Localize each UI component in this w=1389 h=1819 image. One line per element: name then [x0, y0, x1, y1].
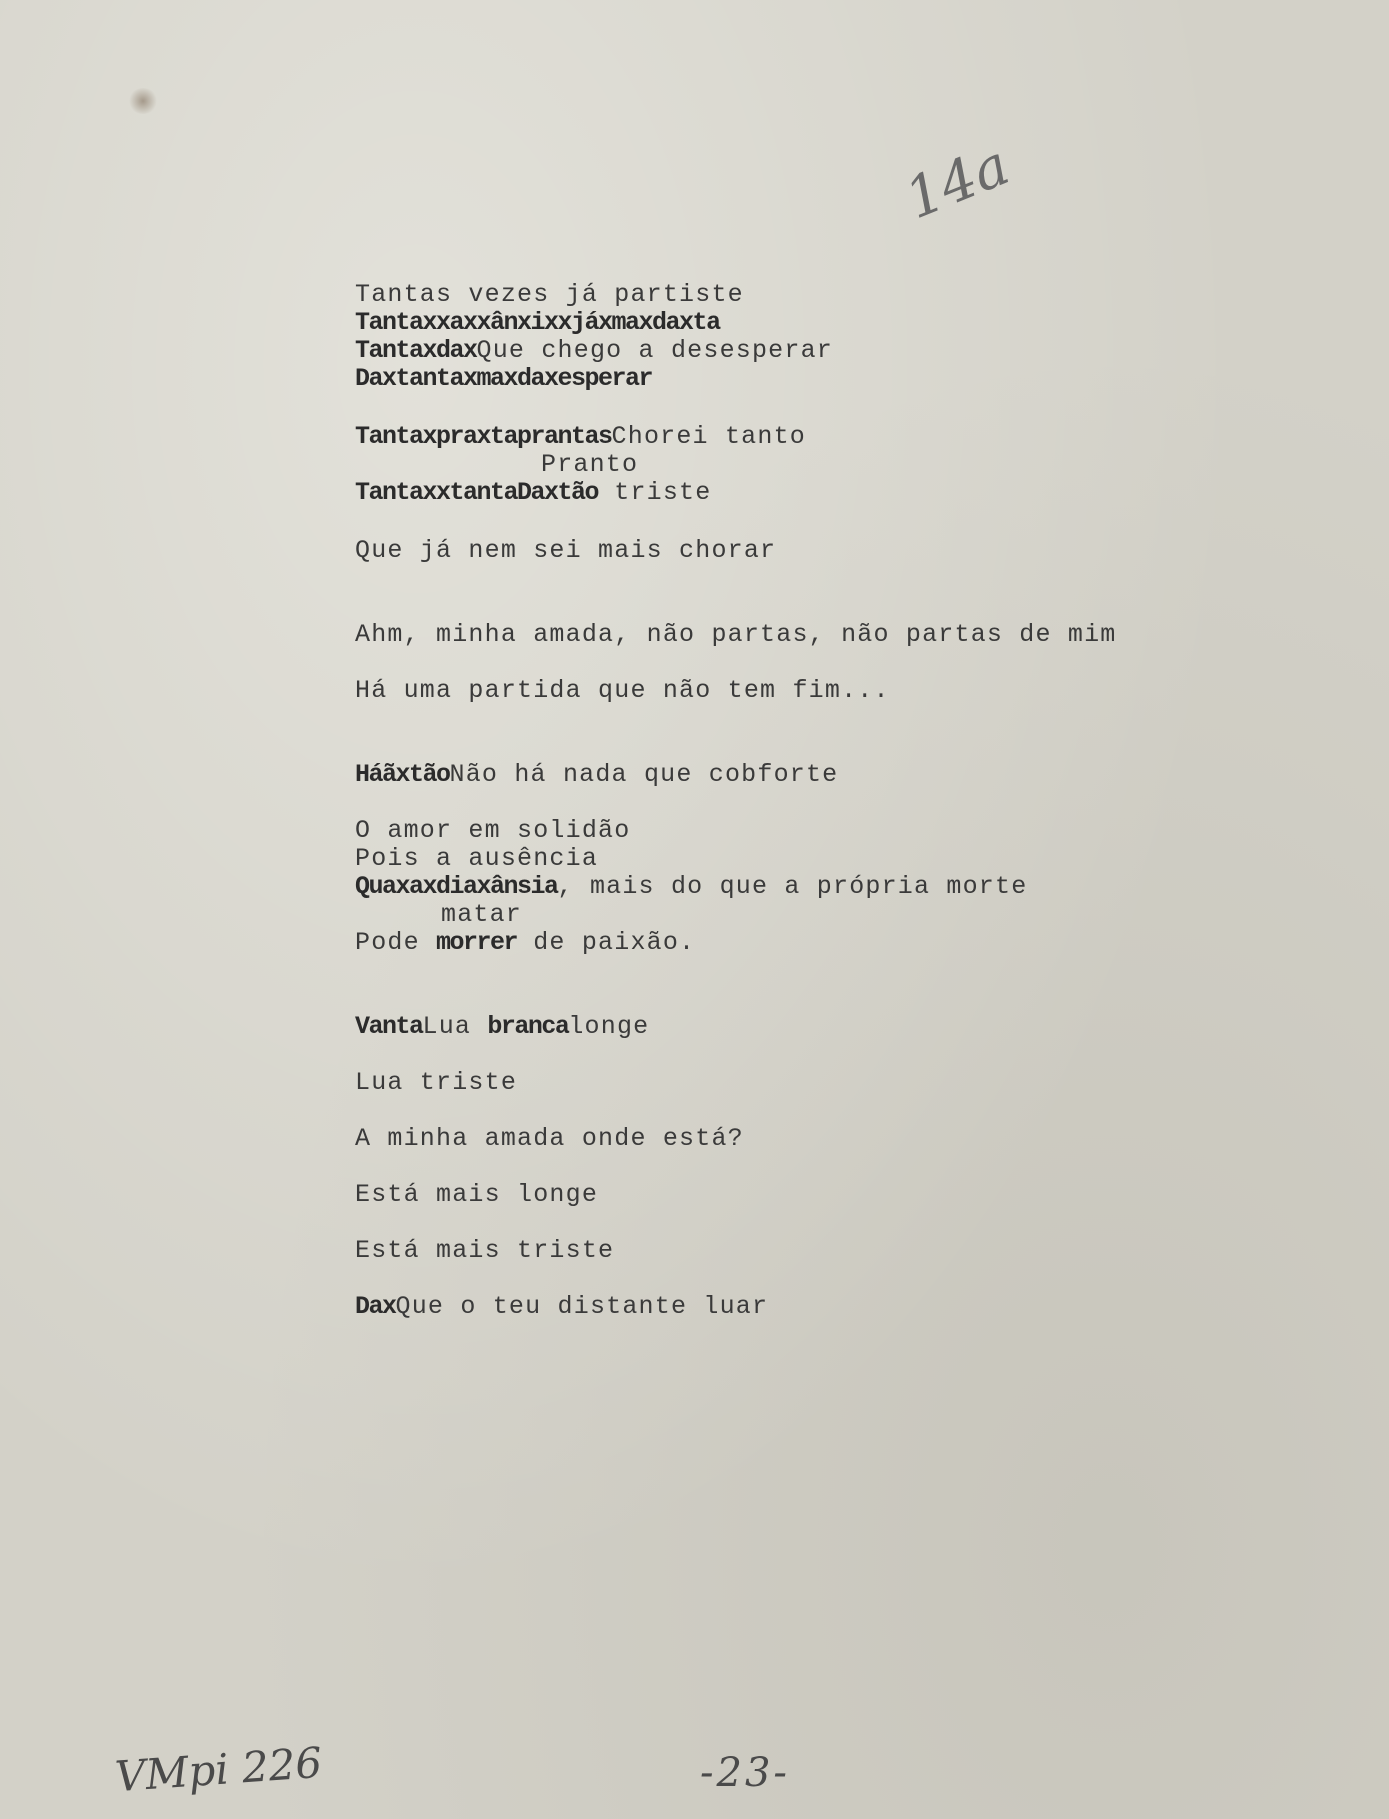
poem-line: TantaxxtantaDaxtão triste — [355, 478, 712, 507]
poem-line: Tantas vezes já partiste — [355, 280, 744, 309]
poem-line: Está mais longe — [355, 1180, 599, 1209]
poem-line: DaxQue o teu distante luar — [355, 1292, 769, 1321]
poem-line: O amor em solidão — [355, 816, 631, 845]
poem-line: HáãxtãoNão há nada que cobforte — [355, 760, 839, 789]
poem-line: Pode morrer de paixão. — [355, 928, 696, 957]
poem-line: Há uma partida que não tem fim... — [355, 676, 890, 705]
poem-line: Quaxaxdiaxânsia, mais do que a própria morte — [355, 872, 1028, 901]
struck-text: Daxtantaxmaxdaxesperar — [355, 364, 653, 393]
struck-text: Quaxaxdiaxânsia — [355, 872, 558, 901]
struck-text: Tantaxpraxtaprantas — [355, 422, 612, 451]
poem-line: Ahm, minha amada, não partas, não partas de mim — [355, 620, 1117, 649]
page-number: -23- — [700, 1750, 790, 1796]
struck-text: branca — [487, 1012, 569, 1041]
struck-text: Tantaxdax — [355, 336, 477, 365]
poem-line — [355, 364, 652, 393]
poem-line: Lua triste — [355, 1068, 518, 1097]
poem-line — [355, 308, 720, 337]
struck-text: Dax — [355, 1292, 396, 1321]
poem-line: Que já nem sei mais chorar — [355, 536, 777, 565]
struck-text: morrer — [436, 928, 518, 957]
poem-line: VantaLua brancalonge — [355, 1012, 650, 1041]
struck-text: Vanta — [355, 1012, 423, 1041]
poem-line-insertion: Pranto — [541, 450, 639, 479]
poem-line: A minha amada onde está? — [355, 1124, 744, 1153]
poem-line: TantaxpraxtaprantasChorei tanto — [355, 422, 806, 451]
folio-mark: 14a — [896, 132, 1019, 233]
handwritten-signature: VMpi 226 — [113, 1737, 324, 1802]
poem-line-insertion: matar — [441, 900, 523, 929]
poem-line: Pois a ausência — [355, 844, 599, 873]
poem-line: TantaxdaxQue chego a desesperar — [355, 336, 833, 365]
poem-line: Está mais triste — [355, 1236, 615, 1265]
struck-text: Tantaxxaxxânxixxjáxmaxdaxta — [355, 308, 720, 337]
struck-text: TantaxxtantaDaxtão — [355, 478, 599, 507]
struck-text: Háãxtão — [355, 760, 450, 789]
paper-stain — [128, 88, 158, 114]
